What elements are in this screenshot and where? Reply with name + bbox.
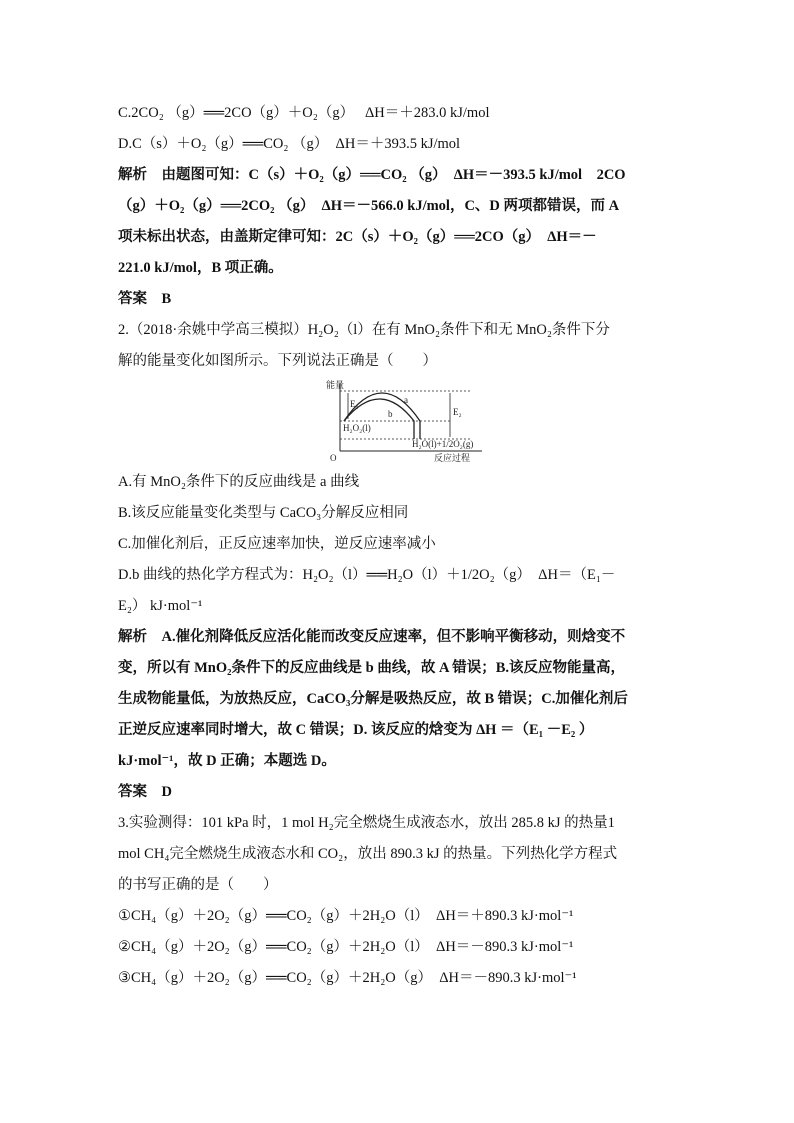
option-c2-line: C.加催化剂后，正反应速率加快，逆反应速率减小 <box>118 536 436 552</box>
equation-1: ①CH₄（g）＋2O₂（g）══CO₂（g）＋2H₂O（l） ΔH＝＋890.3 kJ·mol⁻¹ <box>118 908 574 924</box>
answer-line-2: 答案 D <box>118 784 172 800</box>
analysis-line-1: 解析 由题图可知：C（s）＋O₂（g）══CO₂ （g） ΔH＝－393.5 kJ/mol 2CO <box>118 167 626 183</box>
analysis-line-3: 项未标出状态，由盖斯定律可知：2C（s）＋O₂（g）══2CO（g） ΔH＝－ <box>118 229 597 245</box>
analysis2-line-3: 生成物能量低，为放热反应，CaCO₃分解是吸热反应，故 B 错误；C.加催化剂后 <box>118 691 628 707</box>
analysis2-line-5: kJ·mol⁻¹，故 D 正确；本题选 D。 <box>118 753 336 769</box>
document-page <box>118 98 678 994</box>
question-3-line-1: 3.实验测得：101 kPa 时，1 mol H₂完全燃烧生成液态水，放出 285.8 kJ 的热量1 <box>118 815 615 831</box>
equation-2: ②CH₄（g）＋2O₂（g）══CO₂（g）＋2H₂O（l） ΔH＝－890.3 kJ·mol⁻¹ <box>118 939 574 955</box>
product-label: H₂O(l)+1/2O₂(g) <box>412 439 474 449</box>
analysis2-line-2: 变，所以有 MnO₂条件下的反应曲线是 b 曲线，故 A 错误；B.该反应物能量高， <box>118 660 626 676</box>
reactant-label: H₂O₂(l) <box>343 423 371 433</box>
analysis-line-4: 221.0 kJ/mol，B 项正确。 <box>118 260 283 276</box>
analysis-line-2: （g）＋O₂（g）══2CO₂ （g） ΔH＝－566.0 kJ/mol，C、D 两项都错误，而 A <box>118 198 620 214</box>
question-2-line-1: 2.（2018·余姚中学高三模拟）H₂O₂（l）在有 MnO₂条件下和无 MnO₂条件下分 <box>118 322 610 338</box>
x-axis-label: 反应过程 <box>434 453 471 463</box>
curve-b-label: b <box>388 409 393 419</box>
origin-label: O <box>330 453 337 463</box>
question-3-line-3: 的书写正确的是（ ） <box>118 877 278 893</box>
question-3-line-2: mol CH₄完全燃烧生成液态水和 CO₂，放出 890.3 kJ 的热量。下列热化学方程式 <box>118 846 618 862</box>
e2-label: E₂ <box>453 407 462 417</box>
option-a-line: A.有 MnO₂条件下的反应曲线是 a 曲线 <box>118 474 360 490</box>
question-2-line-2: 解的能量变化如图所示。下列说法正确是（ ） <box>118 353 437 369</box>
answer-line-1: 答案 B <box>118 291 172 307</box>
option-b-line: B.该反应能量变化类型与 CaCO₃分解反应相同 <box>118 505 409 521</box>
analysis2-line-4: 正逆反应速率同时增大，故 C 错误；D. 该反应的焓变为 ΔH ＝（E₁ －E₂ ） <box>118 722 594 738</box>
equation-3: ③CH₄（g）＋2O₂（g）══CO₂（g）＋2H₂O（g） ΔH＝－890.3 kJ·mol⁻¹ <box>118 970 577 986</box>
analysis2-line-1: 解析 A.催化剂降低反应活化能而改变反应速率，但不影响平衡移动，则焓变不 <box>118 629 626 645</box>
y-axis-label: 能量 <box>326 380 345 390</box>
option-d-line: D.C（s）＋O₂（g）══CO₂ （g） ΔH＝＋393.5 kJ/mol <box>118 136 461 152</box>
energy-diagram-svg <box>326 379 490 463</box>
e1-label: E₁ <box>350 399 359 409</box>
option-d2-line-1: D.b 曲线的热化学方程式为：H₂O₂（l）══H₂O（l）＋1/2O₂（g） ΔH＝（E₁－ <box>118 567 616 583</box>
energy-diagram <box>118 379 678 463</box>
option-d2-line-2: E₂） kJ·mol⁻¹ <box>118 598 203 614</box>
option-c-line: C.2CO₂ （g）══2CO（g）＋O₂（g） ΔH＝＋283.0 kJ/mol <box>118 105 490 121</box>
curve-a-label: a <box>404 395 408 405</box>
